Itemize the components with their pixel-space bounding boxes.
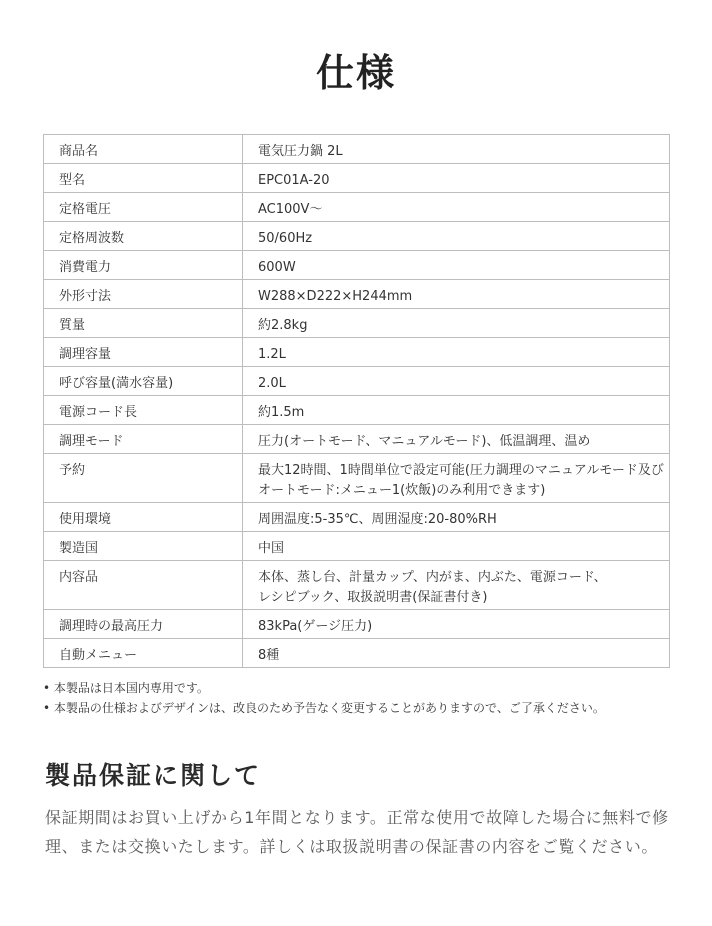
table-row [44, 367, 670, 396]
table-row [44, 610, 670, 639]
warranty-title: 製品保証に関して [45, 761, 262, 790]
spec-notes [43, 678, 683, 718]
spec-value [243, 338, 670, 367]
spec-label: 使用環境 [44, 503, 243, 532]
table-row [44, 164, 670, 193]
spec-value [243, 222, 670, 251]
table-row [44, 222, 670, 251]
spec-value [243, 639, 670, 668]
table-row [44, 309, 670, 338]
spec-label: 商品名 [44, 135, 243, 164]
spec-label: 定格周波数 [44, 222, 243, 251]
spec-table [43, 134, 670, 668]
spec-value-line: 周囲温度:5-35℃、周囲湿度:20-80%RH [258, 512, 497, 527]
spec-label: 調理容量 [44, 338, 243, 367]
spec-label: 消費電力 [44, 251, 243, 280]
spec-value [243, 164, 670, 193]
spec-value [243, 454, 670, 503]
table-row [44, 251, 670, 280]
table-row [44, 338, 670, 367]
table-row [44, 425, 670, 454]
spec-value-line: 1.2L [258, 347, 286, 362]
table-row [44, 193, 670, 222]
table-row [44, 396, 670, 425]
spec-value [243, 367, 670, 396]
table-row [44, 561, 670, 610]
spec-label: 定格電圧 [44, 193, 243, 222]
spec-value-line: W288×D222×H244mm [258, 289, 413, 304]
spec-label: 型名 [44, 164, 243, 193]
spec-value-line: 2.0L [258, 376, 286, 391]
spec-value [243, 396, 670, 425]
spec-value-line: 圧力(オートモード、マニュアルモード)、低温調理、温め [258, 434, 591, 449]
spec-value-line: 8種 [258, 648, 280, 663]
spec-value-line: 中国 [258, 541, 285, 556]
spec-value-line: 約1.5m [258, 405, 305, 420]
spec-value-line: 83kPa(ゲージ圧力) [258, 619, 373, 634]
spec-label: 電源コード長 [44, 396, 243, 425]
spec-value [243, 532, 670, 561]
spec-value [243, 309, 670, 338]
spec-value [243, 280, 670, 309]
page-title: 仕様 [315, 51, 396, 95]
note-domestic-only: • 本製品は日本国内専用です。 [43, 681, 209, 695]
spec-label: 外形寸法 [44, 280, 243, 309]
spec-value-line: EPC01A-20 [258, 173, 330, 188]
spec-label: 調理時の最高圧力 [44, 610, 243, 639]
spec-value-line: オートモード:メニュー1(炊飯)のみ利用できます) [258, 483, 546, 498]
spec-value-line: 50/60Hz [258, 231, 313, 246]
spec-value [243, 561, 670, 610]
spec-value-line: レシピブック、取扱説明書(保証書付き) [258, 590, 488, 605]
table-row [44, 280, 670, 309]
warranty-body: 保証期間はお買い上げから1年間となります。正常な使用で故障した場合に無料で修理、または交換いたします。詳しくは取扱説明書の保証書の内容をご覧ください。 [45, 808, 669, 856]
spec-value-line: 約2.8kg [258, 318, 308, 333]
spec-label: 製造国 [44, 532, 243, 561]
spec-value [243, 610, 670, 639]
spec-value-line: 600W [258, 260, 296, 275]
spec-value-line: 電気圧力鍋 2L [258, 144, 343, 159]
spec-label: 予約 [44, 454, 243, 503]
table-row [44, 503, 670, 532]
note-spec-change: • 本製品の仕様およびデザインは、改良のため予告なく変更することがありますので、ご了承ください。 [43, 701, 605, 715]
spec-label: 内容品 [44, 561, 243, 610]
table-row [44, 454, 670, 503]
spec-value [243, 503, 670, 532]
spec-label: 質量 [44, 309, 243, 338]
spec-label: 自動メニュー [44, 639, 243, 668]
spec-value-line: 本体、蒸し台、計量カップ、内がま、内ぶた、電源コード、 [258, 570, 607, 585]
table-row [44, 135, 670, 164]
spec-value [243, 251, 670, 280]
spec-value-line: AC100V～ [258, 202, 323, 217]
spec-value [243, 425, 670, 454]
spec-label: 呼び容量(満水容量) [44, 367, 243, 396]
spec-value-line: 最大12時間、1時間単位で設定可能(圧力調理のマニュアルモード及び [258, 463, 664, 478]
table-row [44, 532, 670, 561]
spec-label: 調理モード [44, 425, 243, 454]
table-row [44, 639, 670, 668]
spec-value [243, 135, 670, 164]
spec-value [243, 193, 670, 222]
